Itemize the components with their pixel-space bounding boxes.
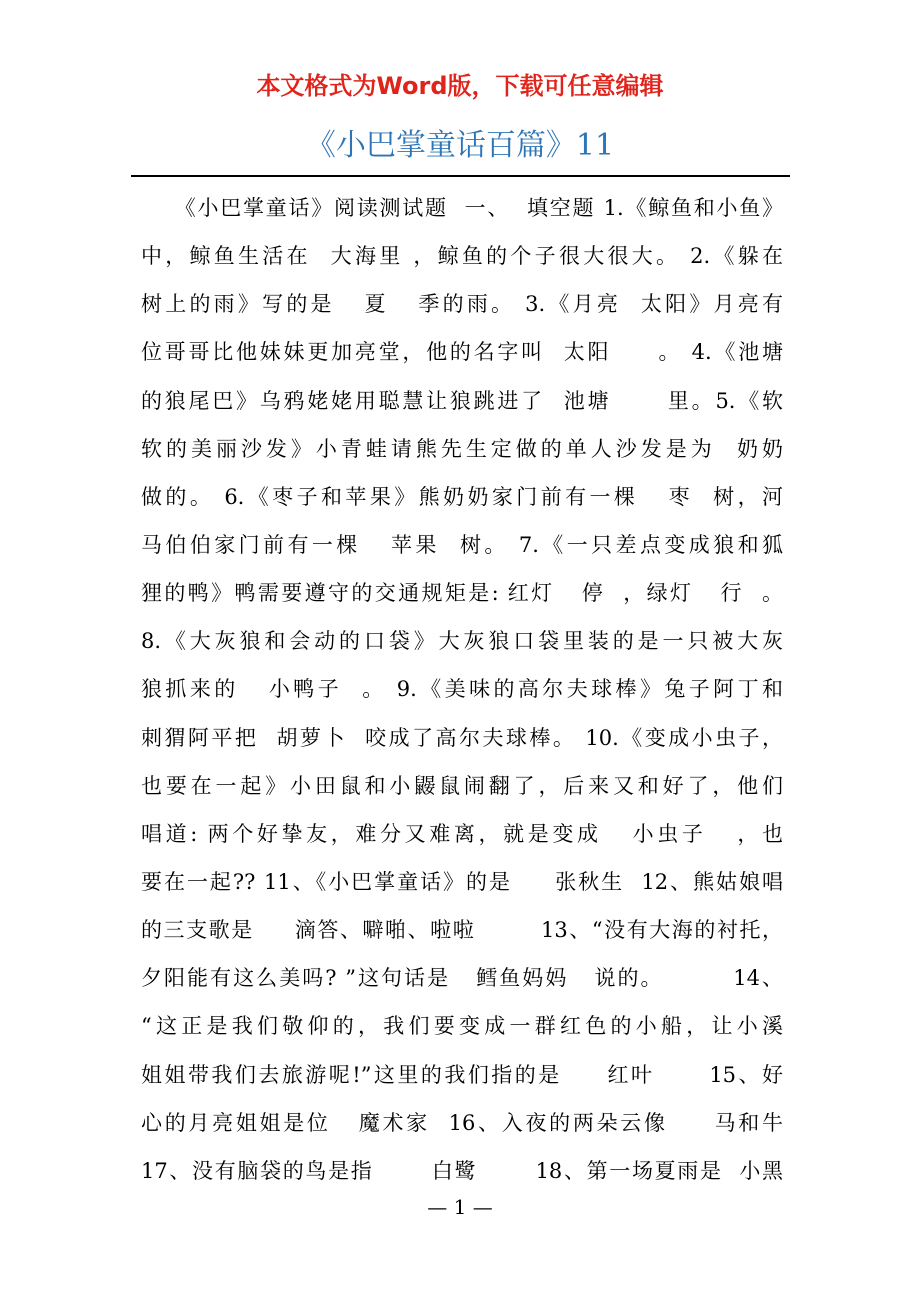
text-line: 做的。 6.《枣子和苹果》熊奶奶家门前有一棵 枣 树，河 [141,484,783,509]
page-number: — 1 — [427,1195,493,1219]
body-text [141,184,783,1195]
text-line: 姐姐带我们去旅游呢!”这里的我们指的是 红叶 15、好 [141,1062,783,1087]
text-line: 心的月亮姐姐是位 魔术家 16、入夜的两朵云像 马和牛 [141,1110,783,1135]
text-line: 8.《大灰狼和会动的口袋》大灰狼口袋里装的是一只被大灰 [141,629,783,654]
format-banner: 本文格式为Word版，下载可任意编辑 [256,72,664,100]
text-line: 位哥哥比他妹妹更加亮堂，他的名字叫 太阳 。 4.《池塘 [141,340,783,365]
text-line: 夕阳能有这么美吗? ”这句话是 鳕鱼妈妈 说的。 14、 [141,966,783,991]
text-line: 狸的鸭》鸭需要遵守的交通规矩是: 红灯 停 ，绿灯 行 。 [141,581,783,606]
title-divider [131,175,790,177]
text-line: 狼抓来的 小鸭子 。 9.《美味的高尔夫球棒》兔子阿丁和 [141,677,783,702]
text-line: 《小巴掌童话》阅读测试题 一、 填空题 1.《鲸鱼和小鱼》 [141,196,783,220]
text-line: 也要在一起》小田鼠和小鼹鼠闹翻了，后来又和好了，他们 [141,773,783,798]
text-line: 唱道: 两个好挚友，难分又难离，就是变成 小虫子 ，也 [141,821,783,846]
text-line: “这正是我们敬仰的，我们要变成一群红色的小船，让小溪 [141,1014,783,1039]
text-line: 17、没有脑袋的鸟是指 白鹭 18、第一场夏雨是 小黑 [141,1158,783,1183]
document-title: 《小巴掌童话百篇》11 [305,128,615,163]
text-line: 刺猬阿平把 胡萝卜 咬成了高尔夫球棒。 10.《变成小虫子， [141,725,783,750]
text-line: 的三支歌是 滴答、噼啪、啦啦 13、“没有大海的衬托， [141,918,783,943]
text-line: 软的美丽沙发》小青蛙请熊先生定做的单人沙发是为 奶奶 [141,436,783,461]
text-line: 的狼尾巴》乌鸦姥姥用聪慧让狼跳进了 池塘 里。5.《软 [141,388,783,413]
text-line: 马伯伯家门前有一棵 苹果 树。 7.《一只差点变成狼和狐 [141,532,783,557]
text-line: 树上的雨》写的是 夏 季的雨。 3.《月亮 太阳》月亮有 [141,292,783,317]
text-line: 中，鲸鱼生活在 大海里 ，鲸鱼的个子很大很大。 2.《躲在 [141,244,783,269]
text-line: 要在一起?? 11、《小巴掌童话》的是 张秋生 12、熊姑娘唱 [141,869,783,894]
